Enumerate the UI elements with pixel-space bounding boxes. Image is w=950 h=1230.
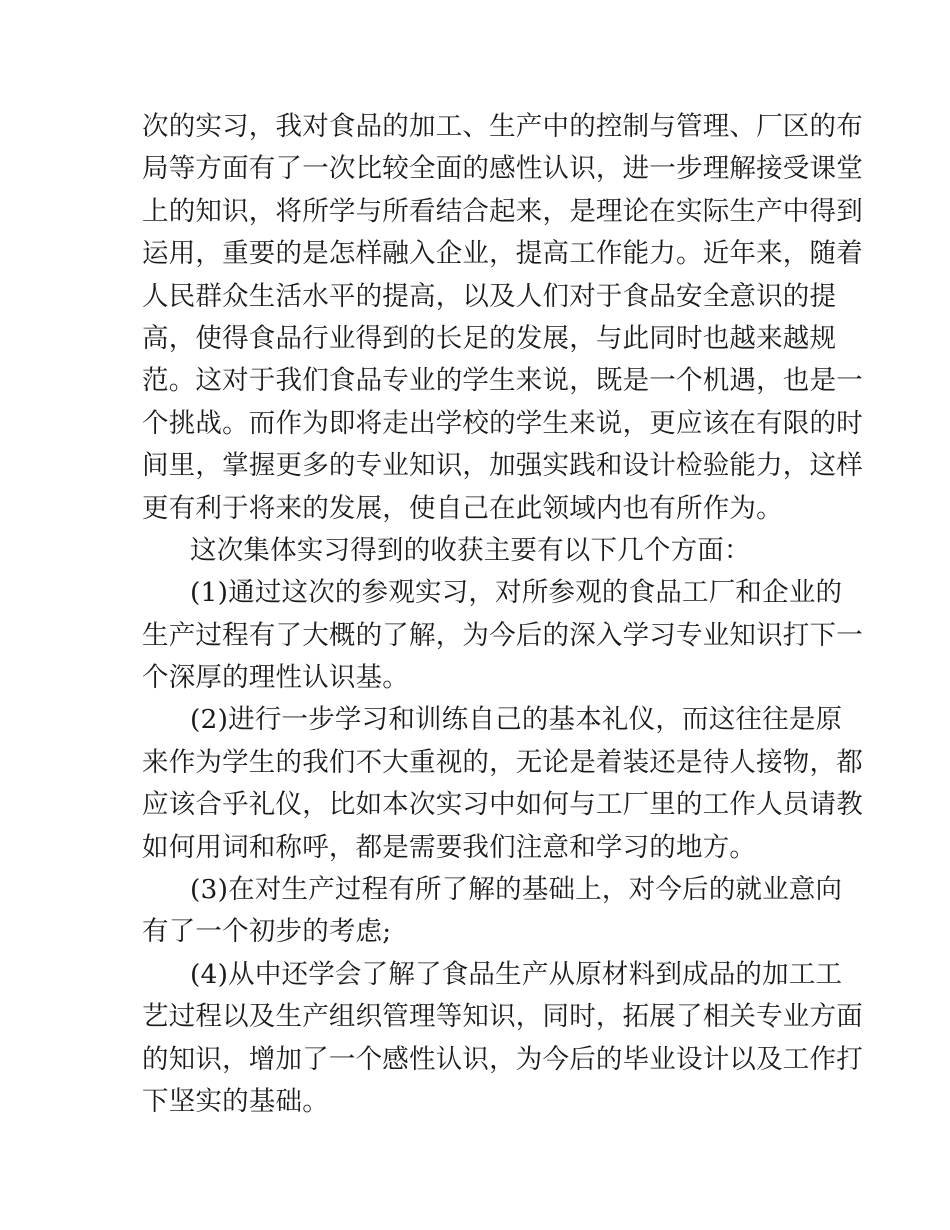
- text-line: 应该合乎礼仪，比如本次实习中如何与工厂里的工作人员请教: [142, 789, 863, 821]
- text-line: 次的实习，我对食品的加工、生产中的控制与管理、厂区的布: [142, 111, 863, 142]
- text-line: 上的知识，将所学与所看结合起来，是理论在实际生产中得到: [142, 195, 863, 227]
- text-line: 来作为学生的我们不大重视的，无论是着装还是待人接物，都: [142, 746, 863, 778]
- paragraph-item-3: [142, 869, 843, 954]
- text-line: 下坚实的基础。: [142, 1085, 329, 1117]
- text-line: (2)进行一步学习和训练自己的基本礼仪，而这往往是原: [190, 704, 843, 736]
- paragraph-item-2: [142, 699, 863, 869]
- text-line: 个深厚的理性认识基。: [142, 662, 409, 694]
- text-line: 艺过程以及生产组织管理等知识，同时，拓展了相关专业方面: [142, 1001, 863, 1033]
- text-line: (1)通过这次的参观实习，对所参观的食品工厂和企业的: [190, 577, 843, 609]
- text-line: 更有利于将来的发展，使自己在此领域内也有所作为。: [142, 492, 783, 524]
- text-line: 运用，重要的是怎样融入企业，提高工作能力。近年来，随着: [142, 238, 863, 270]
- text-line: 这次集体实习得到的收获主要有以下几个方面：: [190, 534, 751, 566]
- text-line: 个挑战。而作为即将走出学校的学生来说，更应该在有限的时: [142, 407, 863, 439]
- document-page: [142, 106, 863, 1123]
- paragraph-item-4: [142, 954, 863, 1124]
- paragraph-item-1: [142, 572, 863, 699]
- text-line: 的知识，增加了一个感性认识，为今后的毕业设计以及工作打: [142, 1043, 863, 1075]
- text-line: (3)在对生产过程有所了解的基础上，对今后的就业意向: [190, 874, 843, 906]
- paragraph-intro: [142, 106, 863, 530]
- paragraph-gains-heading: [142, 530, 814, 572]
- text-line: 局等方面有了一次比较全面的感性认识，进一步理解接受课堂: [142, 153, 863, 185]
- text-line: 高，使得食品行业得到的长足的发展，与此同时也越来越规: [142, 322, 837, 354]
- text-line: 间里，掌握更多的专业知识，加强实践和设计检验能力，这样: [142, 450, 863, 482]
- text-line: 生产过程有了大概的了解，为今后的深入学习专业知识打下一: [142, 619, 863, 651]
- text-line: 范。这对于我们食品专业的学生来说，既是一个机遇，也是一: [142, 365, 863, 397]
- text-line: 如何用词和称呼，都是需要我们注意和学习的地方。: [142, 831, 757, 863]
- text-line: 有了一个初步的考虑;: [142, 916, 392, 948]
- text-line: 人民群众生活水平的提高，以及人们对于食品安全意识的提: [142, 280, 837, 312]
- text-line: (4)从中还学会了解了食品生产从原材料到成品的加工工: [190, 958, 843, 990]
